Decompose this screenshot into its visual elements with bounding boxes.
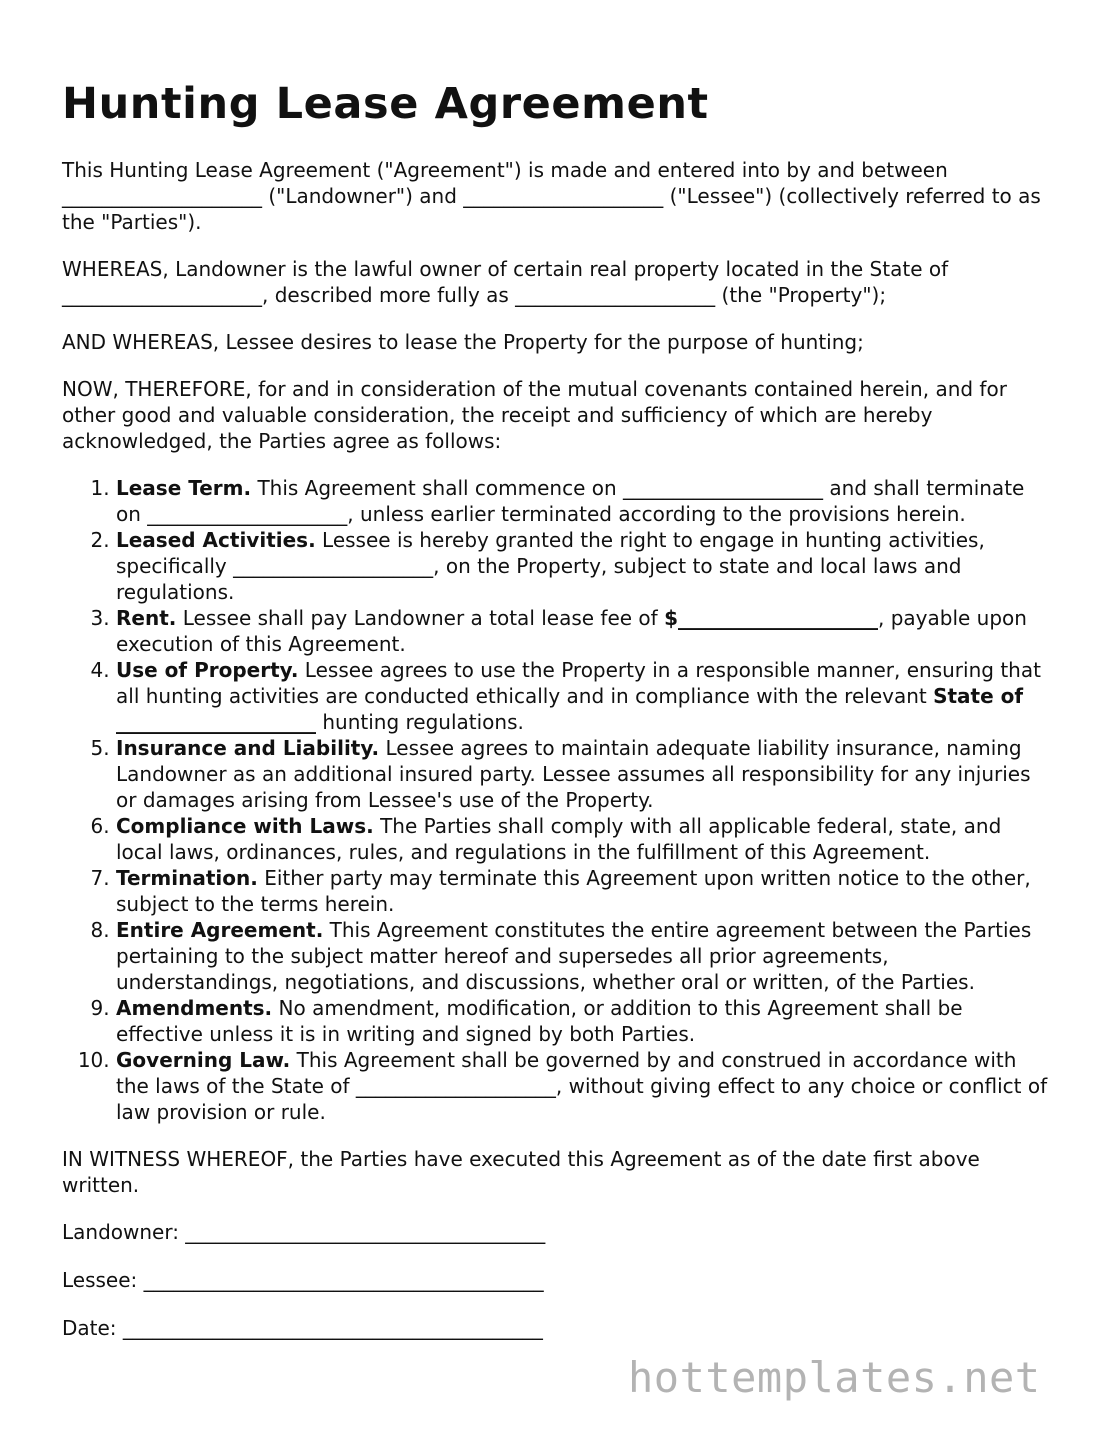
signature-line-date: Date: __________________________________________ [62, 1316, 543, 1340]
clause-heading: Rent. [116, 606, 177, 630]
clause-text-after: , payable upon execution of this Agreement. [116, 606, 1027, 656]
watermark: hottemplates.net [628, 1353, 1041, 1402]
clause-text: Lessee is hereby granted the right to engage in hunting activities, specifically ____________________, on the Property, subject to state and local laws and regulations. [116, 528, 985, 604]
clause-item [116, 1047, 1052, 1125]
rent-amount-blank: $____________________ [664, 606, 878, 630]
clause-text: This Agreement constitutes the entire agreement between the Parties pertaining to the subject matter hereof and supersedes all prior agreements, understandings, negotiations, and discussions, whether oral or written, of the Parties. [116, 918, 1032, 994]
clause-text: The Parties shall comply with all applicable federal, state, and local laws, ordinances, rules, and regulations in the fulfillment of this Agreement. [116, 814, 1002, 864]
clause-item [116, 917, 1052, 995]
document-page [62, 78, 1052, 1363]
witness-paragraph: IN WITNESS WHEREOF, the Parties have executed this Agreement as of the date first above written. [62, 1147, 980, 1197]
clause-heading: Leased Activities. [116, 528, 316, 552]
clause-heading: Use of Property. [116, 658, 299, 682]
clause-item [116, 995, 1052, 1047]
clause-text: This Agreement shall be governed by and construed in accordance with the laws of the State of ____________________, without giving effect to any choice or conflict of law provision or rule. [116, 1048, 1048, 1124]
clause-item [116, 527, 1052, 605]
clause-item [116, 865, 1052, 917]
clause-text: No amendment, modification, or addition to this Agreement shall be effective unless it is in writing and signed by both Parties. [116, 996, 963, 1046]
intro-paragraph: This Hunting Lease Agreement ("Agreement") is made and entered into by and between ____________________ ("Landowner") and ____________________ ("Lessee") (collectively referred to as the "Parties"). [62, 158, 1041, 234]
clause-item [116, 735, 1052, 813]
document-title: Hunting Lease Agreement [62, 79, 709, 129]
clause-item [116, 605, 1052, 657]
signature-line-lessee: Lessee: ________________________________________ [62, 1268, 544, 1292]
clause-list [62, 475, 1052, 1125]
clause-heading: Termination. [116, 866, 258, 890]
clause-text: Lessee agrees to use the Property in a responsible manner, ensuring that all hunting activities are conducted ethically and in compliance with the relevant [116, 658, 1041, 708]
clause-heading: Governing Law. [116, 1048, 291, 1072]
clause-text: This Agreement shall commence on ____________________ and shall terminate on ____________________, unless earlier terminated according to the provisions herein. [116, 476, 1025, 526]
state-blank: State of ____________________ [116, 684, 1024, 734]
clause-text-after: hunting regulations. [316, 710, 524, 734]
clause-heading: Compliance with Laws. [116, 814, 374, 838]
clause-heading: Entire Agreement. [116, 918, 324, 942]
clause-heading: Amendments. [116, 996, 273, 1020]
clause-heading: Lease Term. [116, 476, 252, 500]
signature-line-landowner: Landowner: ____________________________________ [62, 1220, 546, 1244]
clause-text: Either party may terminate this Agreement upon written notice to the other, subject to the terms herein. [116, 866, 1031, 916]
clause-item [116, 813, 1052, 865]
clause-text: Lessee shall pay Landowner a total lease fee of [176, 606, 665, 630]
clause-text: Lessee agrees to maintain adequate liability insurance, naming Landowner as an additional insured party. Lessee assumes all responsibility for any injuries or damages arising from Lessee's use of the Property. [116, 736, 1031, 812]
whereas-paragraph-2: AND WHEREAS, Lessee desires to lease the Property for the purpose of hunting; [62, 330, 864, 354]
whereas-paragraph-1: WHEREAS, Landowner is the lawful owner of certain real property located in the State of ____________________, described more fully as ____________________ (the "Property"); [62, 257, 949, 307]
clause-heading: Insurance and Liability. [116, 736, 380, 760]
clause-item [116, 657, 1052, 735]
now-therefore-paragraph: NOW, THEREFORE, for and in consideration of the mutual covenants contained herein, and for other good and valuable consideration, the receipt and sufficiency of which are hereby acknowledged, the Parties agree as follows: [62, 377, 1007, 453]
clause-item [116, 475, 1052, 527]
